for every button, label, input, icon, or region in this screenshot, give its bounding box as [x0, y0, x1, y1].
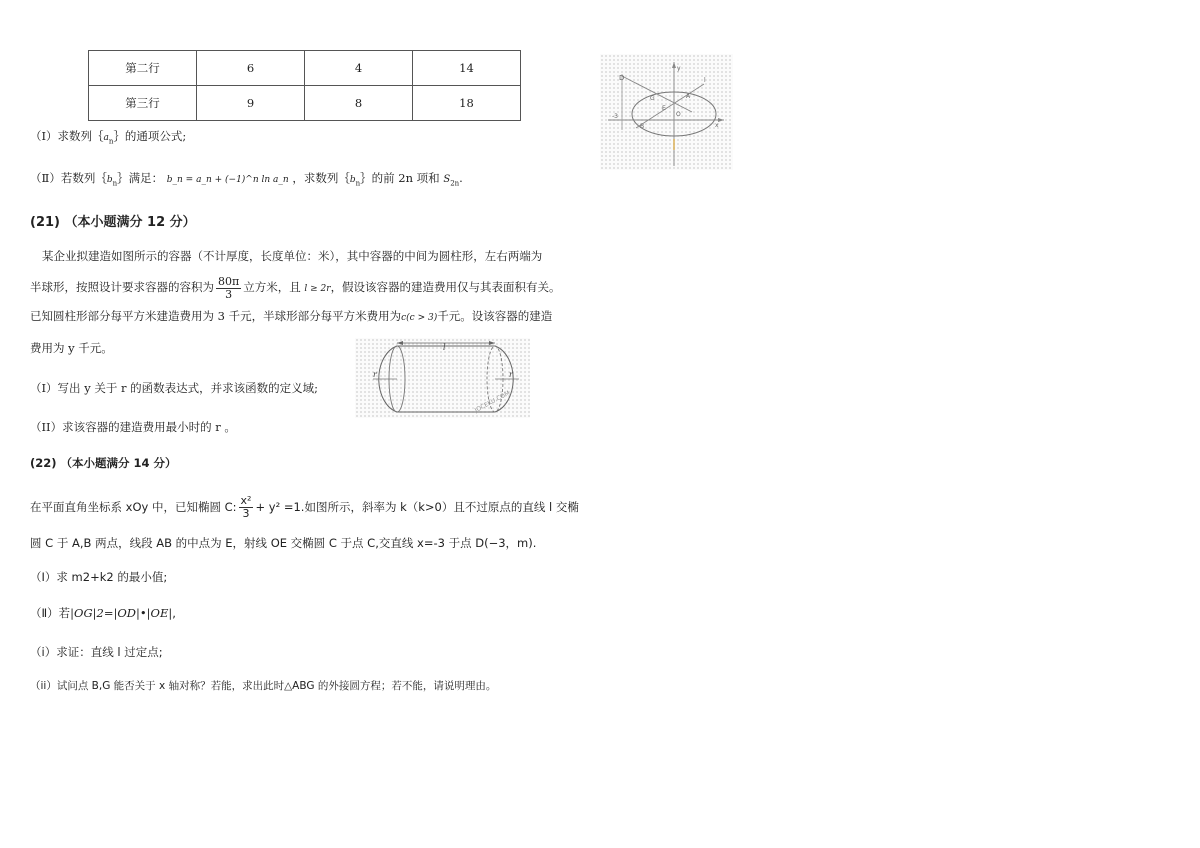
label-G: G [650, 95, 655, 102]
q20-part2-text4: ｝的前 2n 项和 [360, 171, 440, 185]
ellipse-fraction [239, 495, 254, 520]
length-label: l [443, 343, 446, 352]
var-sub: n [112, 179, 118, 188]
label-y: y [677, 65, 681, 72]
label-minus3: -3 [612, 113, 618, 120]
q22-part2-text2: , [172, 606, 176, 620]
fraction-numerator: x² [240, 494, 252, 507]
cost-condition: c(c > 3) [401, 313, 438, 323]
q21-line3 [30, 308, 552, 326]
table-cell: 8 [305, 86, 413, 121]
q20-part2-text3: ，求数列｛ [292, 171, 350, 185]
data-table [88, 50, 521, 121]
label-B: B [640, 123, 645, 130]
period: . [459, 171, 463, 185]
table-cell: 14 [413, 51, 521, 86]
label-E: E [662, 105, 666, 112]
fraction-denominator: 3 [242, 507, 250, 520]
q21-line2-text: 半球形，按照设计要求容器的容积为 [30, 280, 214, 294]
radius-label-right: r [509, 370, 513, 379]
table-cell: 第三行 [89, 86, 197, 121]
label-O: O [676, 111, 681, 118]
q22-line1-text: 在平面直角坐标系 xOy 中，已知椭圆 C: [30, 500, 237, 514]
q21-line4: 费用为 y 千元。 [30, 341, 113, 355]
table-cell: 6 [197, 51, 305, 86]
q21-line3-text2: 千元。设该容器的建造 [437, 309, 553, 323]
table-row [89, 51, 521, 86]
q22-part2 [30, 605, 176, 621]
q22-part2-text: （Ⅱ）若 [30, 606, 71, 620]
table-cell: 18 [413, 86, 521, 121]
q22-line1-text2: + y² =1.如图所示，斜率为 k（k>0）且不过原点的直线 l 交椭 [255, 500, 579, 514]
var-b: b [349, 175, 356, 185]
q22-heading: (22) （本小题满分 14 分） [30, 456, 177, 470]
var-a: a [103, 133, 109, 143]
container-diagram [355, 338, 530, 418]
q20-part1-text: （Ⅰ）求数列｛ [30, 129, 104, 143]
q21-part1: （I）写出 y 关于 r 的函数表达式，并求该函数的定义域; [30, 381, 319, 395]
volume-fraction [216, 276, 241, 301]
q21-heading: (21) （本小题满分 12 分） [30, 215, 196, 230]
q20-part1-text2: ｝的通项公式; [113, 129, 187, 143]
var-sub: 2n [450, 179, 460, 188]
q21-line2-text2: 立方米，且 [243, 280, 301, 294]
q21-line1: 某企业拟建造如图所示的容器（不计厚度，长度单位：米），其中容器的中间为圆柱形，左右两端为 [42, 249, 543, 263]
q21-line2-text3: ，假设该容器的建造费用仅与其表面积有关。 [330, 280, 561, 294]
var-S: S [443, 174, 451, 185]
q22-line2: 圆 C 于 A,B 两点，线段 AB 的中点为 E，射线 OE 交椭圆 C 于点 C,交直线 x=-3 于点 D(−3，m). [30, 536, 537, 550]
q20-part2 [30, 170, 463, 191]
q21-part2: （II）求该容器的建造费用最小时的 r 。 [30, 420, 236, 434]
var-sub: n [355, 179, 361, 188]
q22-line1 [30, 492, 579, 522]
var-sub: n [108, 137, 114, 146]
watermark-text: JOCEKU.COM [473, 389, 512, 414]
q22-sub1: （i）求证：直线 l 过定点; [30, 645, 163, 659]
length-inequality: l ≥ 2r [304, 284, 331, 294]
q20-part2-text: （Ⅱ）若数列｛ [30, 171, 107, 185]
label-l: l [704, 77, 706, 84]
q21-line3-text: 已知圆柱形部分每平方米建造费用为 3 千元，半球形部分每平方米费用为 [30, 309, 402, 323]
table-row [89, 86, 521, 121]
ellipse-diagram [600, 54, 733, 170]
label-A: A [686, 93, 691, 100]
q22-sub2: （ii）试问点 B,G 能否关于 x 轴对称？若能，求出此时△ABG 的外接圆方程；若不能，请说明理由。 [30, 680, 497, 692]
fraction-numerator: 80π [218, 274, 240, 288]
bn-formula: b_n = a_n + (−1)^n ln a_n [166, 175, 289, 185]
q21-line2 [30, 272, 561, 304]
ellipse-figure [600, 54, 733, 170]
og-formula: |OG|2=|OD|•|OE| [70, 606, 173, 620]
table-cell: 4 [305, 51, 413, 86]
fraction-denominator: 3 [225, 287, 233, 301]
radius-label-left: r [373, 370, 377, 379]
label-D: D [619, 74, 625, 82]
q22-part1: （Ⅰ）求 m2+k2 的最小值; [30, 570, 168, 584]
table-cell: 9 [197, 86, 305, 121]
table-cell: 第二行 [89, 51, 197, 86]
var-b: b [106, 175, 113, 185]
q20-part1 [30, 128, 186, 149]
container-figure [355, 338, 530, 418]
q20-part2-text2: ｝满足： [117, 171, 164, 185]
label-x: x [715, 122, 719, 129]
